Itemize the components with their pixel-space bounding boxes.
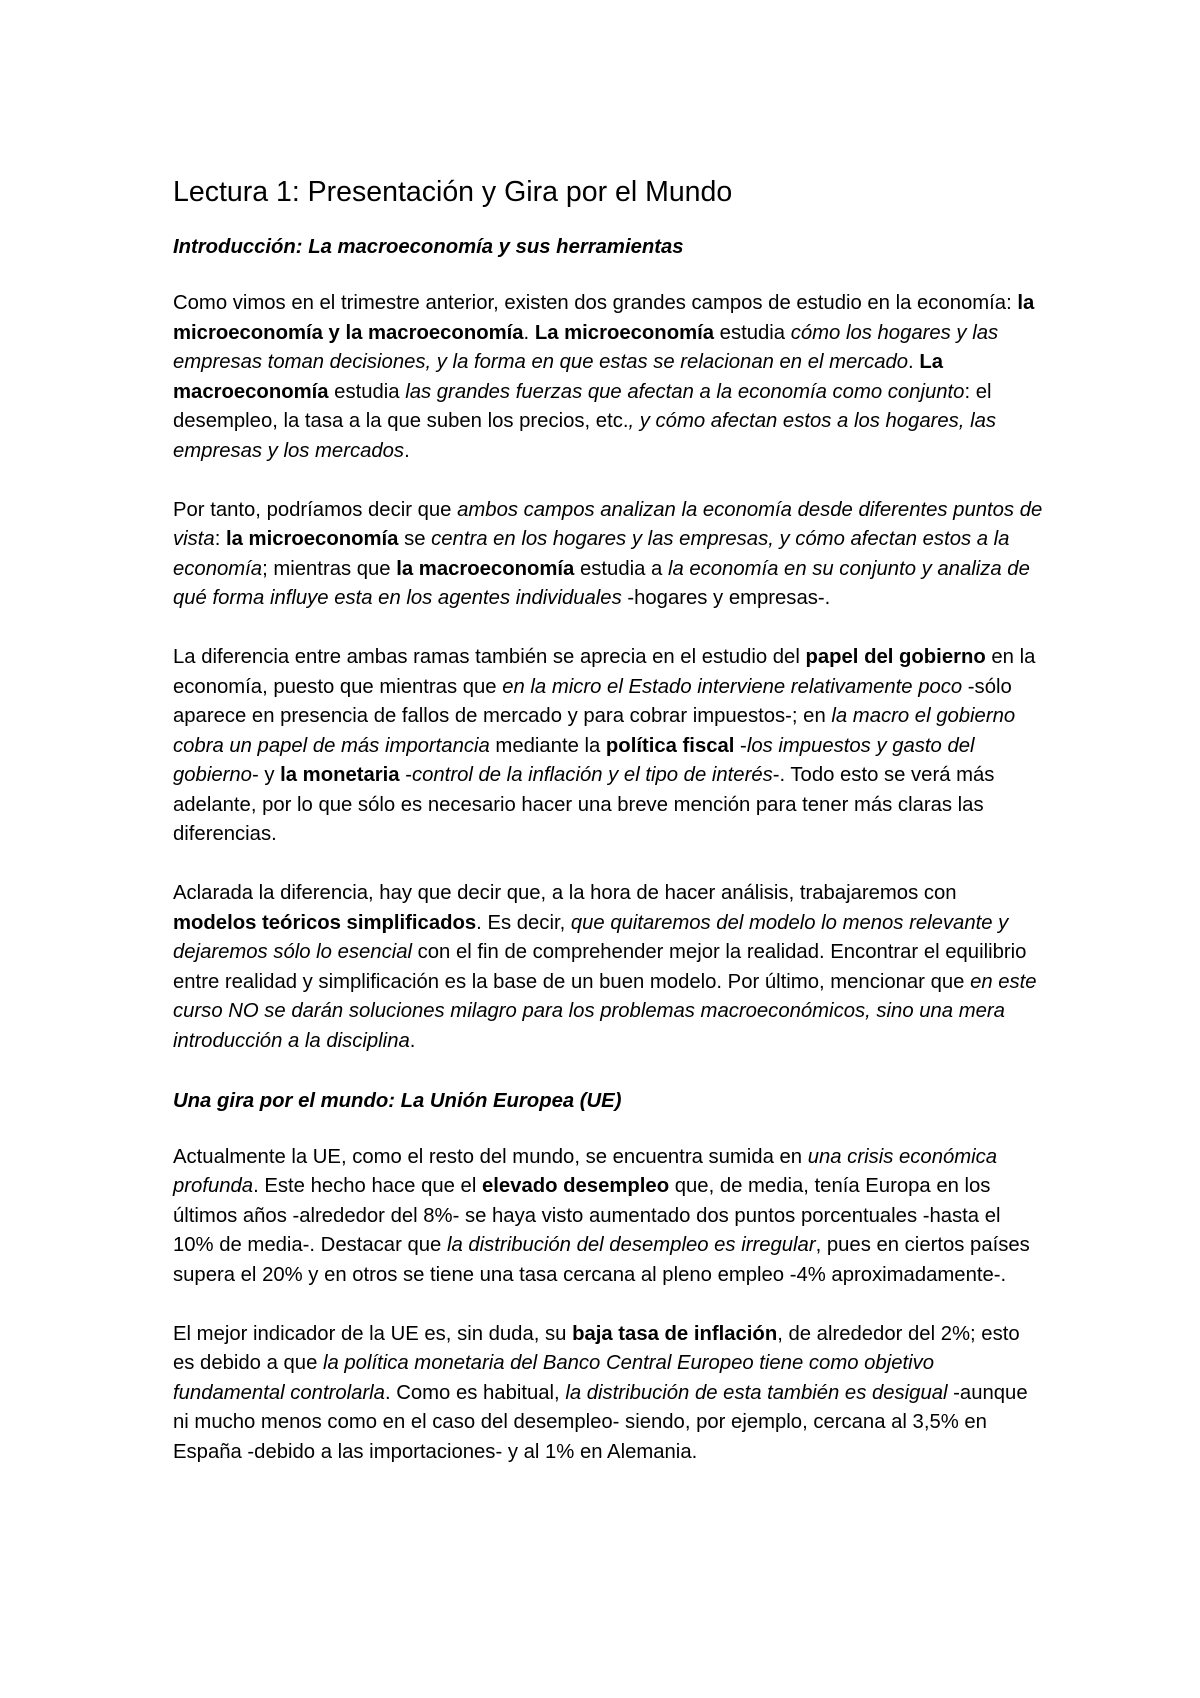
text-run: : el desempleo, la tasa a la que suben los precios, etc. [173, 380, 992, 432]
italic-text: en este curso NO se darán soluciones milagro para los problemas macroeconómicos, sino una mera introducción a la disciplina [173, 970, 1037, 1052]
paragraph [173, 1143, 1043, 1291]
paragraph [173, 496, 1043, 614]
bold-text: elevado desempleo [481, 1175, 670, 1197]
italic-text: la distribución del desempleo es irregular [446, 1234, 816, 1256]
document-page [173, 172, 1043, 1497]
bold-text: la macroeconomía [396, 557, 575, 580]
italic-text: que quitaremos del modelo lo menos relevante y dejaremos sólo lo esencial [173, 911, 1009, 963]
bold-text: papel del gobierno [805, 646, 986, 668]
text-run: . [409, 1029, 416, 1052]
italic-text: la macro el gobierno cobra un papel de más importancia [173, 705, 1016, 757]
text-run: mediante la [489, 734, 606, 757]
text-run: se [398, 528, 432, 550]
text-run: que, de media, tenía Europa en los últimos años -alrededor del 8%- se haya visto aumentado dos puntos porcentuales -hasta el 10% de media-. Destacar que [173, 1175, 1001, 1256]
text-run: . Como es habitual, [384, 1381, 566, 1404]
text-run: -aunque ni mucho menos como en el caso del desempleo- siendo, por ejemplo, cercana al 3,5% en España -debido a las importaciones- y al 1% en Alemania. [173, 1381, 1028, 1463]
text-run: -hogares y empresas-. [621, 587, 831, 609]
text-run: -. Todo esto se verá más adelante, por lo que sólo es necesario hacer una breve mención para tener más claras las diferencias. [173, 764, 995, 845]
text-run: . [908, 351, 920, 373]
text-run: en la economía, puesto que mientras que [173, 646, 1036, 698]
document-title: Lectura 1: Presentación y Gira por el Mundo [173, 176, 733, 208]
bold-text: La macroeconomía [173, 351, 943, 403]
italic-text: en la micro el Estado interviene relativamente poco [502, 675, 963, 698]
text-run: Por tanto, podríamos decir que [173, 498, 458, 521]
bold-text: modelos teóricos simplificados [173, 911, 477, 934]
text-run: . Es decir, [476, 911, 571, 934]
text-run: . [404, 439, 410, 462]
bold-text: política fiscal [605, 734, 735, 757]
bold-text: la monetaria [280, 764, 400, 786]
text-run: . Este hecho hace que el [253, 1175, 482, 1197]
text-run: estudia [328, 380, 406, 403]
paragraph [173, 1320, 1043, 1468]
text-run: : [214, 528, 226, 550]
bold-text: baja tasa de inflación [572, 1322, 778, 1345]
text-run: La diferencia entre ambas ramas también se aprecia en el estudio del [173, 646, 806, 668]
paragraph [173, 289, 1043, 466]
section-heading: Introducción: La macroeconomía y sus herramientas [173, 236, 684, 258]
text-run: , de alrededor del 2%; esto es debido a que [173, 1322, 1020, 1374]
text-run: Como vimos en el trimestre anterior, existen dos grandes campos de estudio en la economía: [173, 292, 1018, 314]
italic-text: centra en los hogares y las empresas, y cómo afectan estos a la economía [173, 528, 1010, 580]
italic-text: los impuestos y gasto del gobierno [173, 734, 975, 786]
bold-text: la microeconomía [225, 528, 399, 550]
text-run: estudia [714, 321, 791, 344]
text-run: -sólo aparece en presencia de fallos de mercado y para cobrar impuestos-; en [173, 675, 1012, 727]
text-run: - [734, 734, 747, 757]
text-run: , pues en ciertos países supera el 20% y en otros se tiene una tasa cercana al pleno empleo -4% aproximadamente-. [173, 1234, 1030, 1286]
text-run: - y [251, 764, 281, 786]
paragraph [173, 879, 1043, 1056]
bold-text: La microeconomía [534, 321, 715, 344]
text-run: El mejor indicador de la UE es, sin duda, su [173, 1322, 573, 1345]
paragraph [173, 643, 1043, 850]
italic-text: control de la inflación y el tipo de interés [411, 764, 773, 786]
italic-text: las grandes fuerzas que afectan a la economía como conjunto [405, 380, 965, 403]
text-run: estudia a [574, 557, 668, 580]
document-body [173, 232, 1043, 1467]
text-run: . [523, 321, 535, 344]
italic-text: , y cómo afectan estos a los hogares, las empresas y los mercados [173, 410, 996, 462]
italic-text: una crisis económica profunda [173, 1145, 998, 1197]
italic-text: la política monetaria del Banco Central Europeo tiene como objetivo fundamental controlarla [173, 1352, 935, 1404]
italic-text: ambos campos analizan la economía desde diferentes puntos de vista [173, 498, 1043, 550]
text-run: con el fin de comprehender mejor la realidad. Encontrar el equilibrio entre realidad y simplificación es la base de un buen modelo. Por último, mencionar que [173, 941, 1027, 993]
italic-text: la distribución de esta también es desigual [565, 1381, 948, 1404]
text-run: ; mientras que [262, 557, 397, 580]
italic-text: la economía en su conjunto y analiza de qué forma influye esta en los agentes individuales [173, 557, 1030, 609]
text-run: Aclarada la diferencia, hay que decir que, a la hora de hacer análisis, trabajaremos con [173, 882, 957, 904]
text-run: - [399, 764, 412, 786]
text-run: Actualmente la UE, como el resto del mundo, se encuentra sumida en [173, 1145, 808, 1168]
bold-text: la microeconomía y la macroeconomía [173, 292, 1035, 344]
section-heading: Una gira por el mundo: La Unión Europea (UE) [173, 1089, 622, 1112]
italic-text: cómo los hogares y las empresas toman decisiones, y la forma en que estas se relacionan en el mercado [173, 321, 999, 373]
